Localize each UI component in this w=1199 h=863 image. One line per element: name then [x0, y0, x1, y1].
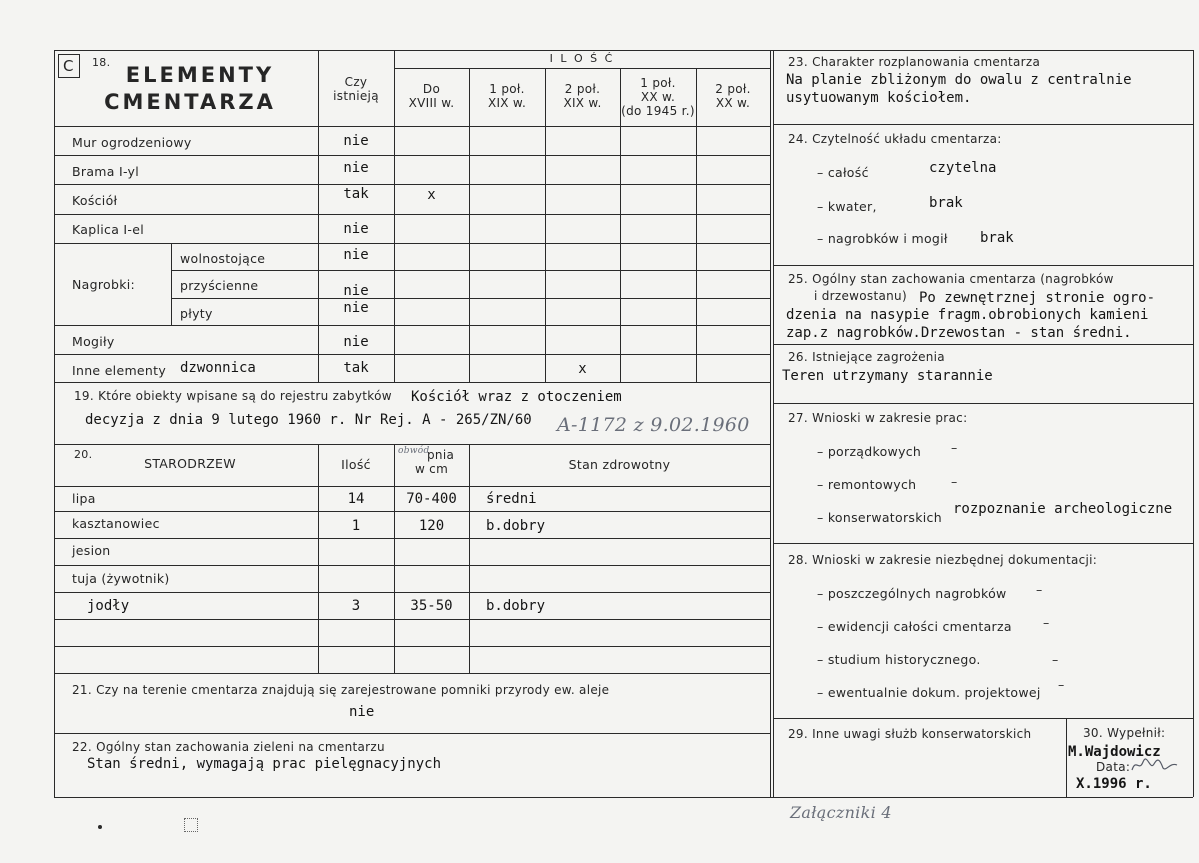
row-mark-inne: x [578, 361, 587, 377]
nagrobki-wolnostojace-value: nie [343, 247, 369, 263]
section-19-typed2: decyzja z dnia 9 lutego 1960 r. Nr Rej. A - 265/ZN/60 [85, 412, 532, 428]
tree-state-lipa: średni [486, 491, 537, 507]
section-20-number: 20. [74, 448, 93, 461]
section-27-item3-label: – konserwatorskich [817, 510, 942, 525]
row-value-brama: nie [343, 160, 369, 176]
row-label-brama: Brama I-yl [72, 164, 140, 179]
section-number: 18. [92, 56, 111, 69]
section-27-item2-label: – remontowych [817, 477, 917, 492]
section-28-item3-value: – [1052, 652, 1059, 667]
col-stan: Stan zdrowotny [568, 457, 671, 472]
tree-girth-lipa: 70-400 [406, 491, 457, 507]
card-letter-box [58, 54, 80, 78]
nagrobki-label: Nagrobki: [72, 277, 136, 292]
tree-name-lipa: lipa [72, 491, 96, 506]
col-ilosc-header: I L O Ś Ć [549, 52, 615, 65]
nagrobki-plyty-value: nie [343, 300, 369, 316]
section-24-item1-value: czytelna [929, 160, 997, 176]
section-22-value: Stan średni, wymagają prac pielęgnacyjnych [87, 756, 442, 772]
section-19-typed1: Kościół wraz z otoczeniem [411, 389, 622, 405]
row-label-mogily: Mogiły [72, 334, 115, 349]
row-value-mogily: nie [343, 334, 369, 350]
section-25-value2: dzenia na nasypie fragm.obrobionych kamieni [786, 307, 1149, 323]
section-28-item4-value: – [1058, 677, 1065, 692]
nagrobki-plyty-label: płyty [180, 306, 213, 321]
row-label-kaplica: Kaplica I-el [72, 222, 144, 237]
section-19-label: 19. Które obiekty wpisane są do rejestru zabytków [74, 389, 392, 403]
section-25-label1: 25. Ogólny stan zachowania cmentarza (nagrobków [788, 272, 1114, 286]
tree-state-kasztanowiec: b.dobry [486, 518, 546, 534]
col4-l3: (do 1945 r.) [621, 104, 695, 118]
section-28-item1-value: – [1036, 582, 1043, 597]
section-26-label: 26. Istniejące zagrożenia [788, 350, 945, 364]
section-30-date: X.1996 r. [1076, 776, 1152, 792]
tree-count-lipa: 14 [347, 491, 365, 507]
card-letter: C [63, 57, 74, 75]
col2-l2: XIX w. [487, 96, 527, 110]
section-24-item3-value: brak [980, 230, 1014, 246]
section-28-label: 28. Wnioski w zakresie niezbędnej dokumentacji: [788, 553, 1098, 567]
col-obwod-l2: w cm [414, 462, 449, 476]
section-27-item1-value: – [951, 440, 958, 455]
col1-l2: XVIII w. [408, 96, 455, 110]
row-value-kaplica: nie [343, 221, 369, 237]
section-25-value1: Po zewnętrznej stronie ogro- [919, 290, 1156, 306]
section-26-value: Teren utrzymany starannie [782, 368, 993, 384]
section-21-value: nie [349, 704, 375, 720]
row-typed-inne: dzwonnica [180, 360, 256, 376]
section-27-item1-label: – porządkowych [817, 444, 922, 459]
tree-girth-kasztanowiec: 120 [418, 518, 445, 534]
section-24-item3-label: – nagrobków i mogił [817, 231, 948, 246]
section-28-item3-label: – studium historycznego. [817, 652, 981, 667]
tree-name-kasztanowiec: kasztanowiec [72, 516, 160, 531]
col-obwod-l1: pnia [427, 448, 455, 462]
col4-l1: 1 poł. [640, 76, 676, 90]
section-21-label: 21. Czy na terenie cmentarza znajdują się zarejestrowane pomniki przyrody ew. aleje [72, 683, 610, 697]
section-23-label: 23. Charakter rozplanowania cmentarza [788, 55, 1041, 69]
section-30-data-label: Data: [1096, 760, 1131, 774]
signature-icon [1130, 756, 1180, 776]
section-29-label: 29. Inne uwagi służb konserwatorskich [788, 727, 1032, 741]
section-27-item3-value: rozpoznanie archeologiczne [953, 501, 1173, 517]
col4-l2: XX w. [640, 90, 676, 104]
section-24-item1-label: – całość [817, 165, 869, 180]
col-czy-line2: istnieją [333, 89, 379, 103]
section-20-title: STARODRZEW [144, 456, 236, 471]
section-23-value2: usytuowanym kościołem. [786, 90, 972, 106]
nagrobki-przyscienne-label: przyścienne [180, 278, 259, 293]
section-28-item2-value: – [1043, 615, 1050, 630]
tree-count-kasztanowiec: 1 [351, 518, 361, 534]
col-ilosc: Ilość [341, 457, 371, 472]
nagrobki-przyscienne-value: nie [343, 283, 369, 299]
section-24-label: 24. Czytelność układu cmentarza: [788, 132, 1002, 146]
row-label-kosciol: Kościół [72, 193, 118, 208]
section-title-line1: ELEMENTY [125, 63, 275, 87]
tree-count-jodly: 3 [351, 598, 361, 614]
tree-name-jodly: jodły [87, 598, 130, 614]
section-30-label: 30. Wypełnił: [1083, 726, 1166, 740]
section-23-value1: Na planie zbliżonym do owalu z centralnie [786, 72, 1132, 88]
row-value-inne: tak [343, 360, 369, 376]
section-30-name: M.Wajdowicz [1068, 744, 1161, 760]
section-title-line2: CMENTARZA [104, 90, 276, 114]
row-value-mur: nie [343, 133, 369, 149]
section-25-value3: zap.z nagrobków.Drzewostan - stan średni. [786, 325, 1132, 341]
row-mark-kosciol: x [427, 187, 436, 203]
col1-l1: Do [422, 82, 441, 96]
section-27-label: 27. Wnioski w zakresie prac: [788, 411, 968, 425]
section-27-item2-value: – [951, 474, 958, 489]
row-label-mur: Mur ogrodzeniowy [72, 135, 192, 150]
section-24-item2-label: – kwater, [817, 199, 877, 214]
col-czy-line1: Czy [344, 75, 368, 89]
tree-state-jodly: b.dobry [486, 598, 546, 614]
col2-l1: 1 poł. [489, 82, 525, 96]
ink-dot [98, 825, 102, 829]
section-28-item1-label: – poszczególnych nagrobków [817, 586, 1007, 601]
attachments-note: Załączniki 4 [790, 803, 892, 822]
section-28-item2-label: – ewidencji całości cmentarza [817, 619, 1012, 634]
section-19-handwritten: A-1172 z 9.02.1960 [557, 414, 750, 436]
section-24-item2-value: brak [929, 195, 963, 211]
section-28-item4-label: – ewentualnie dokum. projektowej [817, 685, 1041, 700]
tree-name-tuja: tuja (żywotnik) [72, 571, 170, 586]
col5-l2: XX w. [715, 96, 751, 110]
nagrobki-wolnostojace-label: wolnostojące [180, 251, 266, 266]
col3-l2: XIX w. [563, 96, 602, 110]
row-value-kosciol: tak [343, 186, 369, 202]
section-25-label2: i drzewostanu) [814, 289, 907, 303]
section-22-label: 22. Ogólny stan zachowania zieleni na cmentarzu [72, 740, 385, 754]
tree-girth-jodly: 35-50 [410, 598, 453, 614]
col-obwod-note: obwód [398, 446, 430, 456]
col5-l1: 2 poł. [715, 82, 751, 96]
row-label-inne: Inne elementy [72, 363, 167, 378]
tree-name-jesion: jesion [72, 543, 111, 558]
col3-l1: 2 poł. [564, 82, 601, 96]
punch-mark [184, 818, 198, 832]
